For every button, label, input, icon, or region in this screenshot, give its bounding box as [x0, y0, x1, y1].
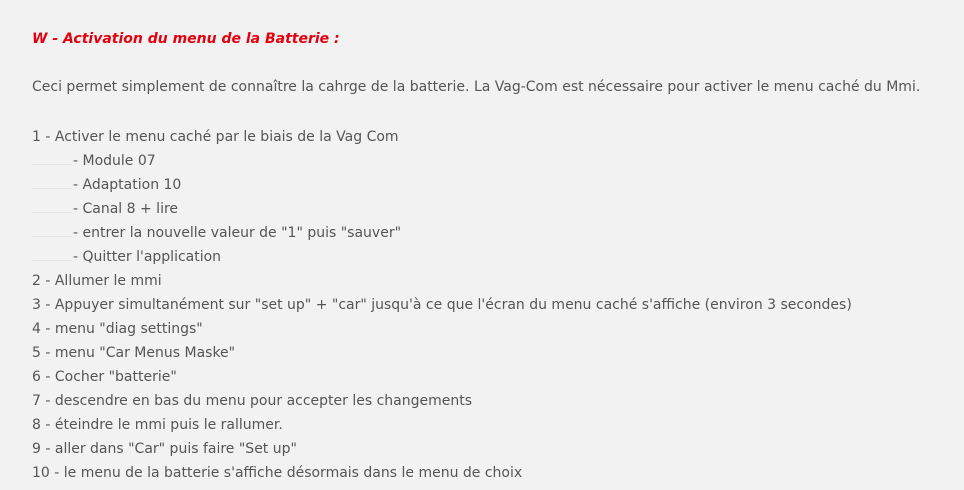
indent-spacer: [32, 248, 72, 261]
substep-enter-value: [32, 221, 964, 245]
indent-spacer: [32, 224, 72, 237]
step-10: 10 - le menu de la batterie s'affiche désormais dans le menu de choix: [32, 465, 523, 481]
step-5: 5 - menu "Car Menus Maske": [32, 345, 236, 361]
substep-quit: [32, 245, 964, 269]
substep-text: - entrer la nouvelle valeur de "1" puis "sauver": [73, 225, 402, 241]
substep-text: - Quitter l'application: [73, 249, 222, 265]
step-1: 1 - Activer le menu caché par le biais de la Vag Com: [32, 129, 399, 145]
section-title: W - Activation du menu de la Batterie :: [32, 31, 340, 47]
indent-spacer: [32, 176, 72, 189]
indent-spacer: [32, 200, 72, 213]
substep-text: - Module 07: [73, 153, 156, 169]
step-6: 6 - Cocher "batterie": [32, 369, 177, 385]
step-9: 9 - aller dans "Car" puis faire "Set up": [32, 441, 297, 457]
substep-adaptation: [32, 173, 964, 197]
substep-module: [32, 149, 964, 173]
step-7: 7 - descendre en bas du menu pour accepter les changements: [32, 393, 473, 409]
substep-text: - Canal 8 + lire: [73, 201, 179, 217]
substep-text: - Adaptation 10: [73, 177, 182, 193]
instruction-list: [32, 125, 964, 485]
intro-paragraph: Ceci permet simplement de connaître la cahrge de la batterie. La Vag-Com est nécessaire pour activer le menu caché du Mmi.: [32, 79, 921, 95]
indent-spacer: [32, 152, 72, 165]
step-2: 2 - Allumer le mmi: [32, 273, 162, 289]
step-3: 3 - Appuyer simultanément sur "set up" + "car" jusqu'à ce que l'écran du menu caché s'affiche (environ 3 secondes): [32, 297, 852, 313]
step-8: 8 - éteindre le mmi puis le rallumer.: [32, 417, 283, 433]
substep-canal: [32, 197, 964, 221]
step-4: 4 - menu "diag settings": [32, 321, 203, 337]
